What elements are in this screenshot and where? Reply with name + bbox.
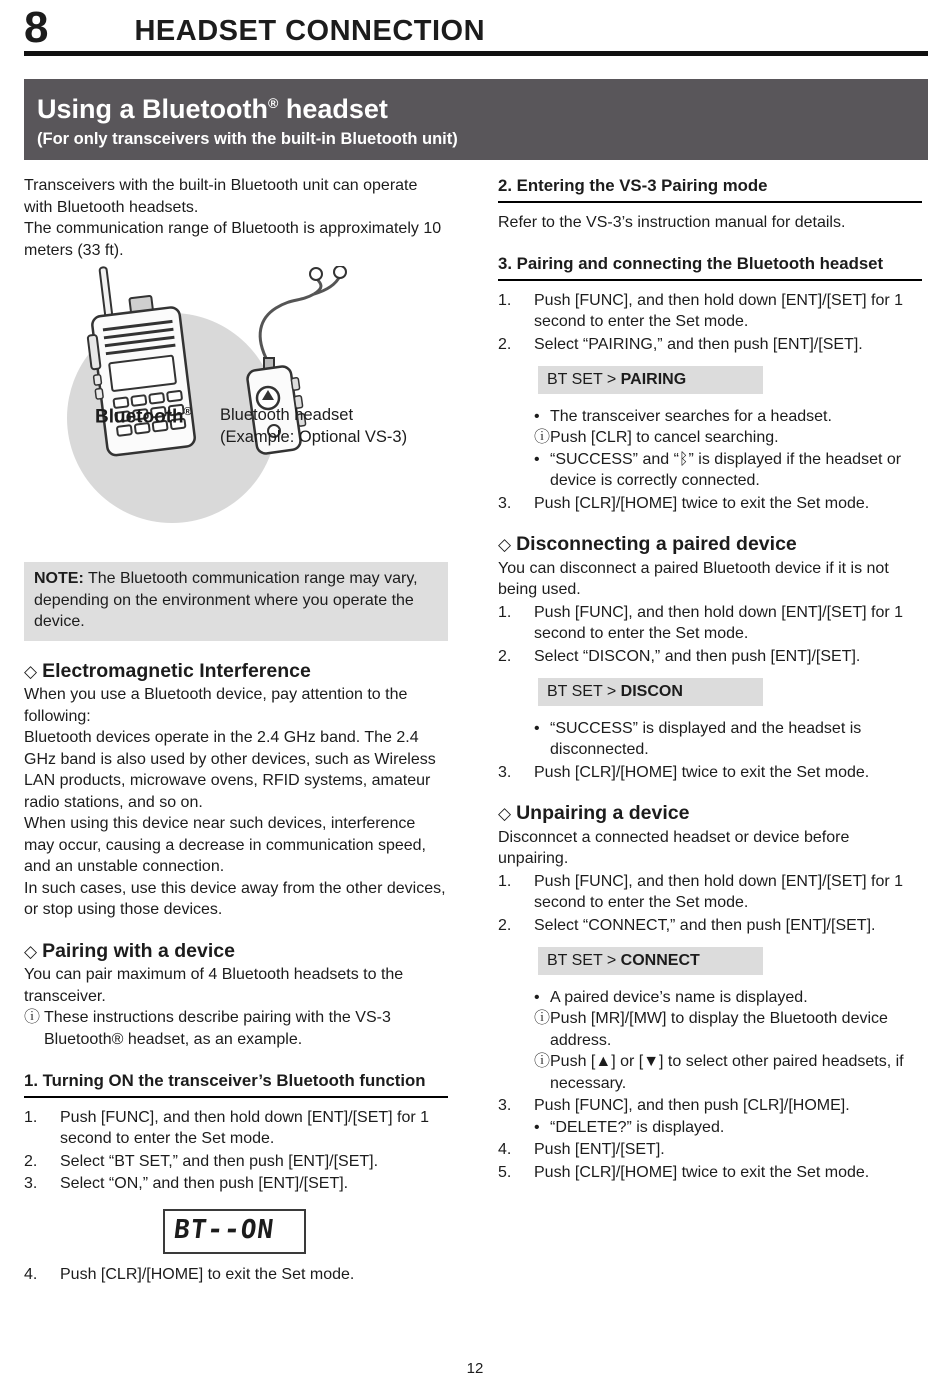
disconnect-heading (498, 534, 922, 556)
step-number: 2. (24, 1152, 38, 1170)
bullet-item (534, 427, 922, 449)
note-text: The Bluetooth communication range may vary, depending on the environment where you operate the device. (34, 570, 418, 630)
step-text: Select “ON,” and then push [ENT]/[SET]. (60, 1175, 349, 1192)
bullet-text: A paired device’s name is displayed. (550, 988, 808, 1006)
bullet-text: Push [CLR] to cancel searching. (550, 429, 779, 446)
step-text: Select “DISCON,” and then push [ENT]/[SET]. (534, 647, 861, 665)
menu-path-item: DISCON (620, 683, 683, 700)
bullet-icon: • (534, 1118, 540, 1136)
bullet-icon: • (534, 719, 540, 737)
menu-path-item: PAIRING (620, 371, 687, 388)
bullet-list (534, 987, 922, 1095)
banner-title-text-2: headset (278, 94, 388, 124)
bullet-icon: • (534, 407, 540, 425)
step (498, 334, 922, 356)
step (498, 1095, 922, 1117)
diamond-icon: ◇ (498, 804, 512, 823)
step-number: 2. (498, 647, 512, 665)
bullet-item (534, 1008, 922, 1051)
step (498, 602, 922, 645)
step (498, 762, 922, 784)
step-text: Push [CLR]/[HOME] twice to exit the Set mode. (534, 763, 870, 781)
bullet-icon: • (534, 988, 540, 1006)
step-text: Select “BT SET,” and then push [ENT]/[SET]. (60, 1152, 379, 1170)
registered-mark: ® (183, 406, 192, 418)
step-text: Push [CLR]/[HOME] to exit the Set mode. (60, 1265, 355, 1283)
bullet-item (534, 406, 922, 428)
step-text: Push [FUNC], and then hold down [ENT]/[SET] for 1 second to enter the Set mode. (534, 603, 904, 642)
menu-path-prefix: BT SET > (547, 683, 621, 700)
step (24, 1173, 448, 1195)
section3-heading: 3. Pairing and connecting the Bluetooth headset (498, 253, 922, 281)
step-number: 2. (498, 916, 512, 934)
intro-paragraph: The communication range of Bluetooth is approximately 10 meters (33 ft). (24, 220, 442, 259)
bluetooth-illustration (24, 266, 448, 558)
info-icon: ⓘ (534, 429, 551, 446)
step-text: Push [FUNC], and then hold down [ENT]/[SET] for 1 second to enter the Set mode. (60, 1108, 430, 1147)
diamond-icon: ◇ (498, 535, 512, 554)
left-column (24, 175, 448, 1285)
bullet-text: Push [▲] or [▼] to select other paired headsets, if necessary. (550, 1053, 904, 1092)
banner-title (37, 88, 915, 124)
menu-path-box (538, 947, 763, 975)
menu-path-box (538, 366, 763, 394)
section-banner (24, 79, 928, 160)
step-number: 5. (498, 1163, 512, 1181)
info-icon: ⓘ (534, 1053, 551, 1070)
emi-paragraph: In such cases, use this device away from the other devices, or stop using those devices. (24, 879, 446, 918)
step (498, 1139, 922, 1161)
step-number: 4. (498, 1141, 512, 1158)
unpair-paragraph: Disconncet a connected headset or device before unpairing. (498, 828, 850, 867)
step-text: Select “PAIRING,” and then push [ENT]/[SET]. (534, 335, 863, 353)
step (498, 493, 922, 515)
bullet-list (534, 718, 922, 761)
step-number: 1. (24, 1108, 38, 1126)
lcd-display (163, 1209, 306, 1254)
bluetooth-label (95, 402, 192, 428)
chapter-number: 8 (24, 3, 49, 52)
menu-path-prefix: BT SET > (547, 952, 621, 969)
emi-heading (24, 661, 448, 683)
step-text: Push [FUNC], and then hold down [ENT]/[SET] for 1 second to enter the Set mode. (534, 291, 904, 330)
pairing-heading (24, 941, 448, 963)
disconnect-heading-text: Disconnecting a paired device (516, 533, 797, 555)
menu-path-prefix: BT SET > (547, 371, 621, 388)
step-text: Push [CLR]/[HOME] twice to exit the Set mode. (534, 1163, 870, 1181)
menu-path-item: CONNECT (620, 952, 700, 969)
info-icon: ⓘ (24, 1009, 41, 1026)
step-text: Push [CLR]/[HOME] twice to exit the Set mode. (534, 494, 870, 512)
step-text: Push [FUNC], and then hold down [ENT]/[SET] for 1 second to enter the Set mode. (534, 872, 904, 911)
emi-paragraph: Bluetooth devices operate in the 2.4 GHz band. The 2.4 GHz band is also used by other devices, such as Wireless LAN products, microwave ovens, RFID systems, amateur radio stations, and so on. (24, 729, 436, 811)
section1-heading: 1. Turning ON the transceiver’s Bluetooth function (24, 1070, 448, 1098)
bullet-item (534, 987, 922, 1009)
note-prefix: NOTE: (34, 570, 84, 587)
bluetooth-label-text: Bluetooth (95, 406, 184, 428)
bullet-list (534, 406, 922, 492)
menu-path-box (538, 678, 763, 706)
banner-title-text: Using a Bluetooth (37, 94, 268, 124)
step (498, 871, 922, 914)
step-number: 3. (498, 763, 512, 781)
pairing-heading-text: Pairing with a device (42, 939, 235, 962)
disconnect-paragraph: You can disconnect a paired Bluetooth device if it is not being used. (498, 559, 889, 598)
bullet-item (534, 718, 922, 761)
step-text: Select “CONNECT,” and then push [ENT]/[SET]. (534, 916, 876, 934)
step-number: 1. (498, 603, 512, 621)
intro-paragraph: Transceivers with the built-in Bluetooth unit can operate with Bluetooth headsets. (24, 177, 418, 216)
pairing-info-note (24, 1007, 448, 1050)
unpair-heading-text: Unpairing a device (516, 802, 690, 824)
bullet-text: The transceiver searches for a headset. (550, 407, 832, 425)
step-text: Push [ENT]/[SET]. (534, 1141, 665, 1158)
step (24, 1107, 448, 1150)
step-number: 3. (498, 494, 512, 512)
step (498, 290, 922, 333)
bullet-text: “SUCCESS” and “ᛒ” is displayed if the headset or device is correctly connected. (550, 450, 902, 489)
step-number: 2. (498, 335, 512, 353)
unpair-heading (498, 803, 922, 825)
emi-paragraph: When using this device near such devices, interference may occur, causing a decrease in communication speed, and an unstable connection. (24, 815, 426, 875)
info-icon: ⓘ (534, 1010, 551, 1027)
pairing-info-text: These instructions describe pairing with the VS-3 Bluetooth® headset, as an example. (44, 1009, 391, 1048)
headset-label-line1: Bluetooth headset (220, 406, 354, 424)
chapter-header (24, 3, 928, 56)
step (24, 1151, 448, 1173)
section2-paragraph: Refer to the VS-3’s instruction manual for details. (498, 213, 846, 231)
diamond-icon: ◇ (24, 941, 38, 961)
step-number: 1. (498, 872, 512, 890)
emi-paragraph: When you use a Bluetooth device, pay attention to the following: (24, 686, 408, 725)
headset-label-line2: (Example: Optional VS-3) (220, 428, 408, 446)
bullet-item (534, 1117, 922, 1139)
lcd-text: BT--ON (172, 1215, 276, 1246)
step-number: 3. (498, 1097, 512, 1114)
bullet-item (534, 1051, 922, 1094)
emi-heading-text: Electromagnetic Interference (42, 659, 311, 682)
step-number: 4. (24, 1265, 38, 1283)
page-number: 12 (466, 1360, 484, 1377)
step-number: 3. (24, 1175, 38, 1192)
step-text: Push [FUNC], and then push [CLR]/[HOME]. (534, 1097, 850, 1114)
step (498, 1162, 922, 1184)
pairing-paragraph: You can pair maximum of 4 Bluetooth headsets to the transceiver. (24, 966, 404, 1005)
headset-label (220, 404, 407, 448)
diamond-icon: ◇ (24, 661, 38, 681)
step (498, 646, 922, 668)
bullet-item (534, 449, 922, 492)
bullet-text: “DELETE?” is displayed. (550, 1118, 725, 1136)
step-number: 1. (498, 291, 512, 309)
note-box (24, 562, 448, 641)
bullet-text: “SUCCESS” is displayed and the headset is disconnected. (550, 719, 862, 758)
chapter-title: HEADSET CONNECTION (134, 15, 486, 47)
registered-mark: ® (268, 95, 279, 111)
bullet-list (534, 1117, 922, 1139)
bullet-icon: • (534, 450, 540, 468)
banner-subtitle: (For only transceivers with the built-in Bluetooth unit) (37, 130, 458, 148)
bullet-text: Push [MR]/[MW] to display the Bluetooth device address. (550, 1010, 888, 1049)
section2-heading: 2. Entering the VS-3 Pairing mode (498, 175, 922, 203)
step (498, 915, 922, 937)
right-column (498, 175, 922, 1285)
step (24, 1264, 448, 1286)
